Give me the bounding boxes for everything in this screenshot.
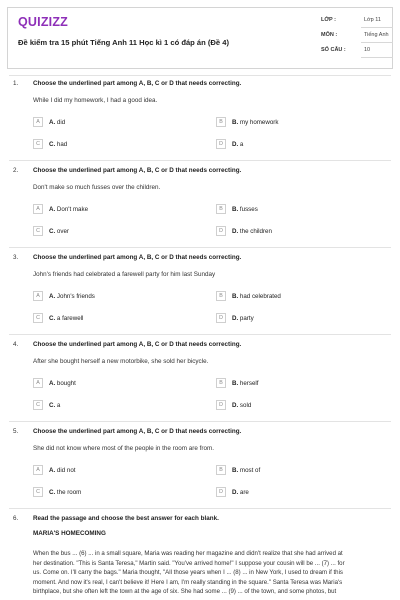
option-text: my homework [239,118,279,126]
option-key: D. [232,401,239,409]
option-key: D. [232,488,239,496]
question-prompt: Choose the underlined part among A, B, C or D that needs correcting. [33,167,242,174]
question-count-value: 10 [364,47,371,53]
quizizz-logo: QUIZIZZ [18,15,69,29]
option-key: A. [49,292,56,300]
subject-label: MÔN : [321,32,338,38]
option-key: D. [232,140,239,148]
option-letter-box: D [216,313,226,323]
option-text: herself [239,379,259,387]
class-label: LỚP : [321,17,336,23]
question-sentence: After she bought herself a new motorbike, she sold her bicycle. [33,358,209,365]
passage-title: MARIA'S HOMECOMING [33,530,106,537]
option-key: C. [49,401,56,409]
reading-passage [33,549,391,597]
subject-value: Tiếng Anh [364,32,389,38]
option-key: B. [232,379,239,387]
passage-line: her destination. "This is Santa Teresa," Martin said. "You've arrived home!" I suppose your cousin will be ... (7) ... for [33,559,345,567]
option-letter-box: A [33,378,43,388]
option-text: Don't make [56,205,89,213]
option-text: the room [56,488,82,496]
question-sentence: John's friends had celebrated a farewell party for him last Sunday [33,271,216,278]
subject-underline [361,42,393,43]
option-letter-box: D [216,487,226,497]
option-letter-box: A [33,204,43,214]
option-key: A. [49,118,56,126]
question-prompt: Choose the underlined part among A, B, C or D that needs correcting. [33,254,242,261]
option-text: bought [56,379,76,387]
option-key: D. [232,314,239,322]
option-letter-box: A [33,291,43,301]
option-letter-box: C [33,400,43,410]
option-key: A. [49,466,56,474]
question-prompt: Choose the underlined part among A, B, C or D that needs correcting. [33,80,242,87]
option-key: B. [232,292,239,300]
divider [9,75,391,76]
option-text: most of [239,466,261,474]
option-text: did not [56,466,76,474]
question-prompt: Choose the underlined part among A, B, C or D that needs correcting. [33,341,242,348]
question-sentence: Don't make so much fusses over the children. [33,184,161,191]
option-letter-box: C [33,139,43,149]
worksheet-title: Đề kiểm tra 15 phút Tiếng Anh 11 Học kì 1 có đáp án (Đề 4) [18,38,229,47]
class-underline [361,27,393,28]
question-number: 3. [13,254,19,261]
option-text: did [56,118,66,126]
question-prompt: Choose the underlined part among A, B, C or D that needs correcting. [33,428,242,435]
option-key: C. [49,314,56,322]
option-letter-box: C [33,313,43,323]
question-count-underline [361,57,393,58]
option-text: are [239,488,249,496]
worksheet-header [7,7,393,69]
option-letter-box: B [216,204,226,214]
option-key: B. [232,466,239,474]
option-text: had celebrated [239,292,281,300]
question-prompt: Read the passage and choose the best answer for each blank. [33,515,219,522]
divider [9,334,391,335]
option-key: B. [232,205,239,213]
option-key: D. [232,227,239,235]
divider [9,160,391,161]
option-key: C. [49,488,56,496]
option-text: sold [239,401,252,409]
option-text: over [56,227,69,235]
option-letter-box: B [216,117,226,127]
divider [9,421,391,422]
option-text: fusses [239,205,258,213]
option-key: A. [49,205,56,213]
passage-line: birthplace, but she often left the town at the age of six. She had some ... (9) ... of the town, and some photos, but [33,588,337,596]
question-sentence: While I did my homework, I had a good idea. [33,97,158,104]
option-letter-box: C [33,226,43,236]
option-letter-box: C [33,487,43,497]
option-key: C. [49,227,56,235]
option-text: John's friends [56,292,95,300]
option-letter-box: D [216,400,226,410]
option-letter-box: B [216,291,226,301]
class-value: Lớp 11 [364,17,381,23]
question-number: 1. [13,80,19,87]
option-key: C. [49,140,56,148]
option-letter-box: A [33,117,43,127]
question-number: 2. [13,167,19,174]
question-count-label: SỐ CÂU : [321,47,346,53]
option-letter-box: D [216,139,226,149]
option-text: a [56,401,61,409]
option-letter-box: B [216,378,226,388]
option-letter-box: B [216,465,226,475]
option-text: a [239,140,244,148]
question-number: 4. [13,341,19,348]
question-sentence: She did not know where most of the people in the room are from. [33,445,214,452]
option-key: A. [49,379,56,387]
option-text: party [239,314,254,322]
passage-line: us. Come on. I'll carry the bags." Maria thought, "All those years when I ... (8) ... in New York, I used to dream if this [33,569,343,577]
option-text: a farewell [56,314,84,322]
divider [9,247,391,248]
option-text: the children [239,227,272,235]
option-letter-box: D [216,226,226,236]
option-letter-box: A [33,465,43,475]
divider [9,508,391,509]
passage-line: moment. And now it's real, I can't believe it! Here I am, I'm really standing in the square." Santa Teresa was Maria's [33,578,343,586]
question-number: 5. [13,428,19,435]
option-key: B. [232,118,239,126]
question-number: 6. [13,515,19,522]
option-text: had [56,140,68,148]
passage-line: When the bus ... (6) ... in a small square, Maria was reading her magazine and didn't realize that she had arrived at [33,550,343,557]
